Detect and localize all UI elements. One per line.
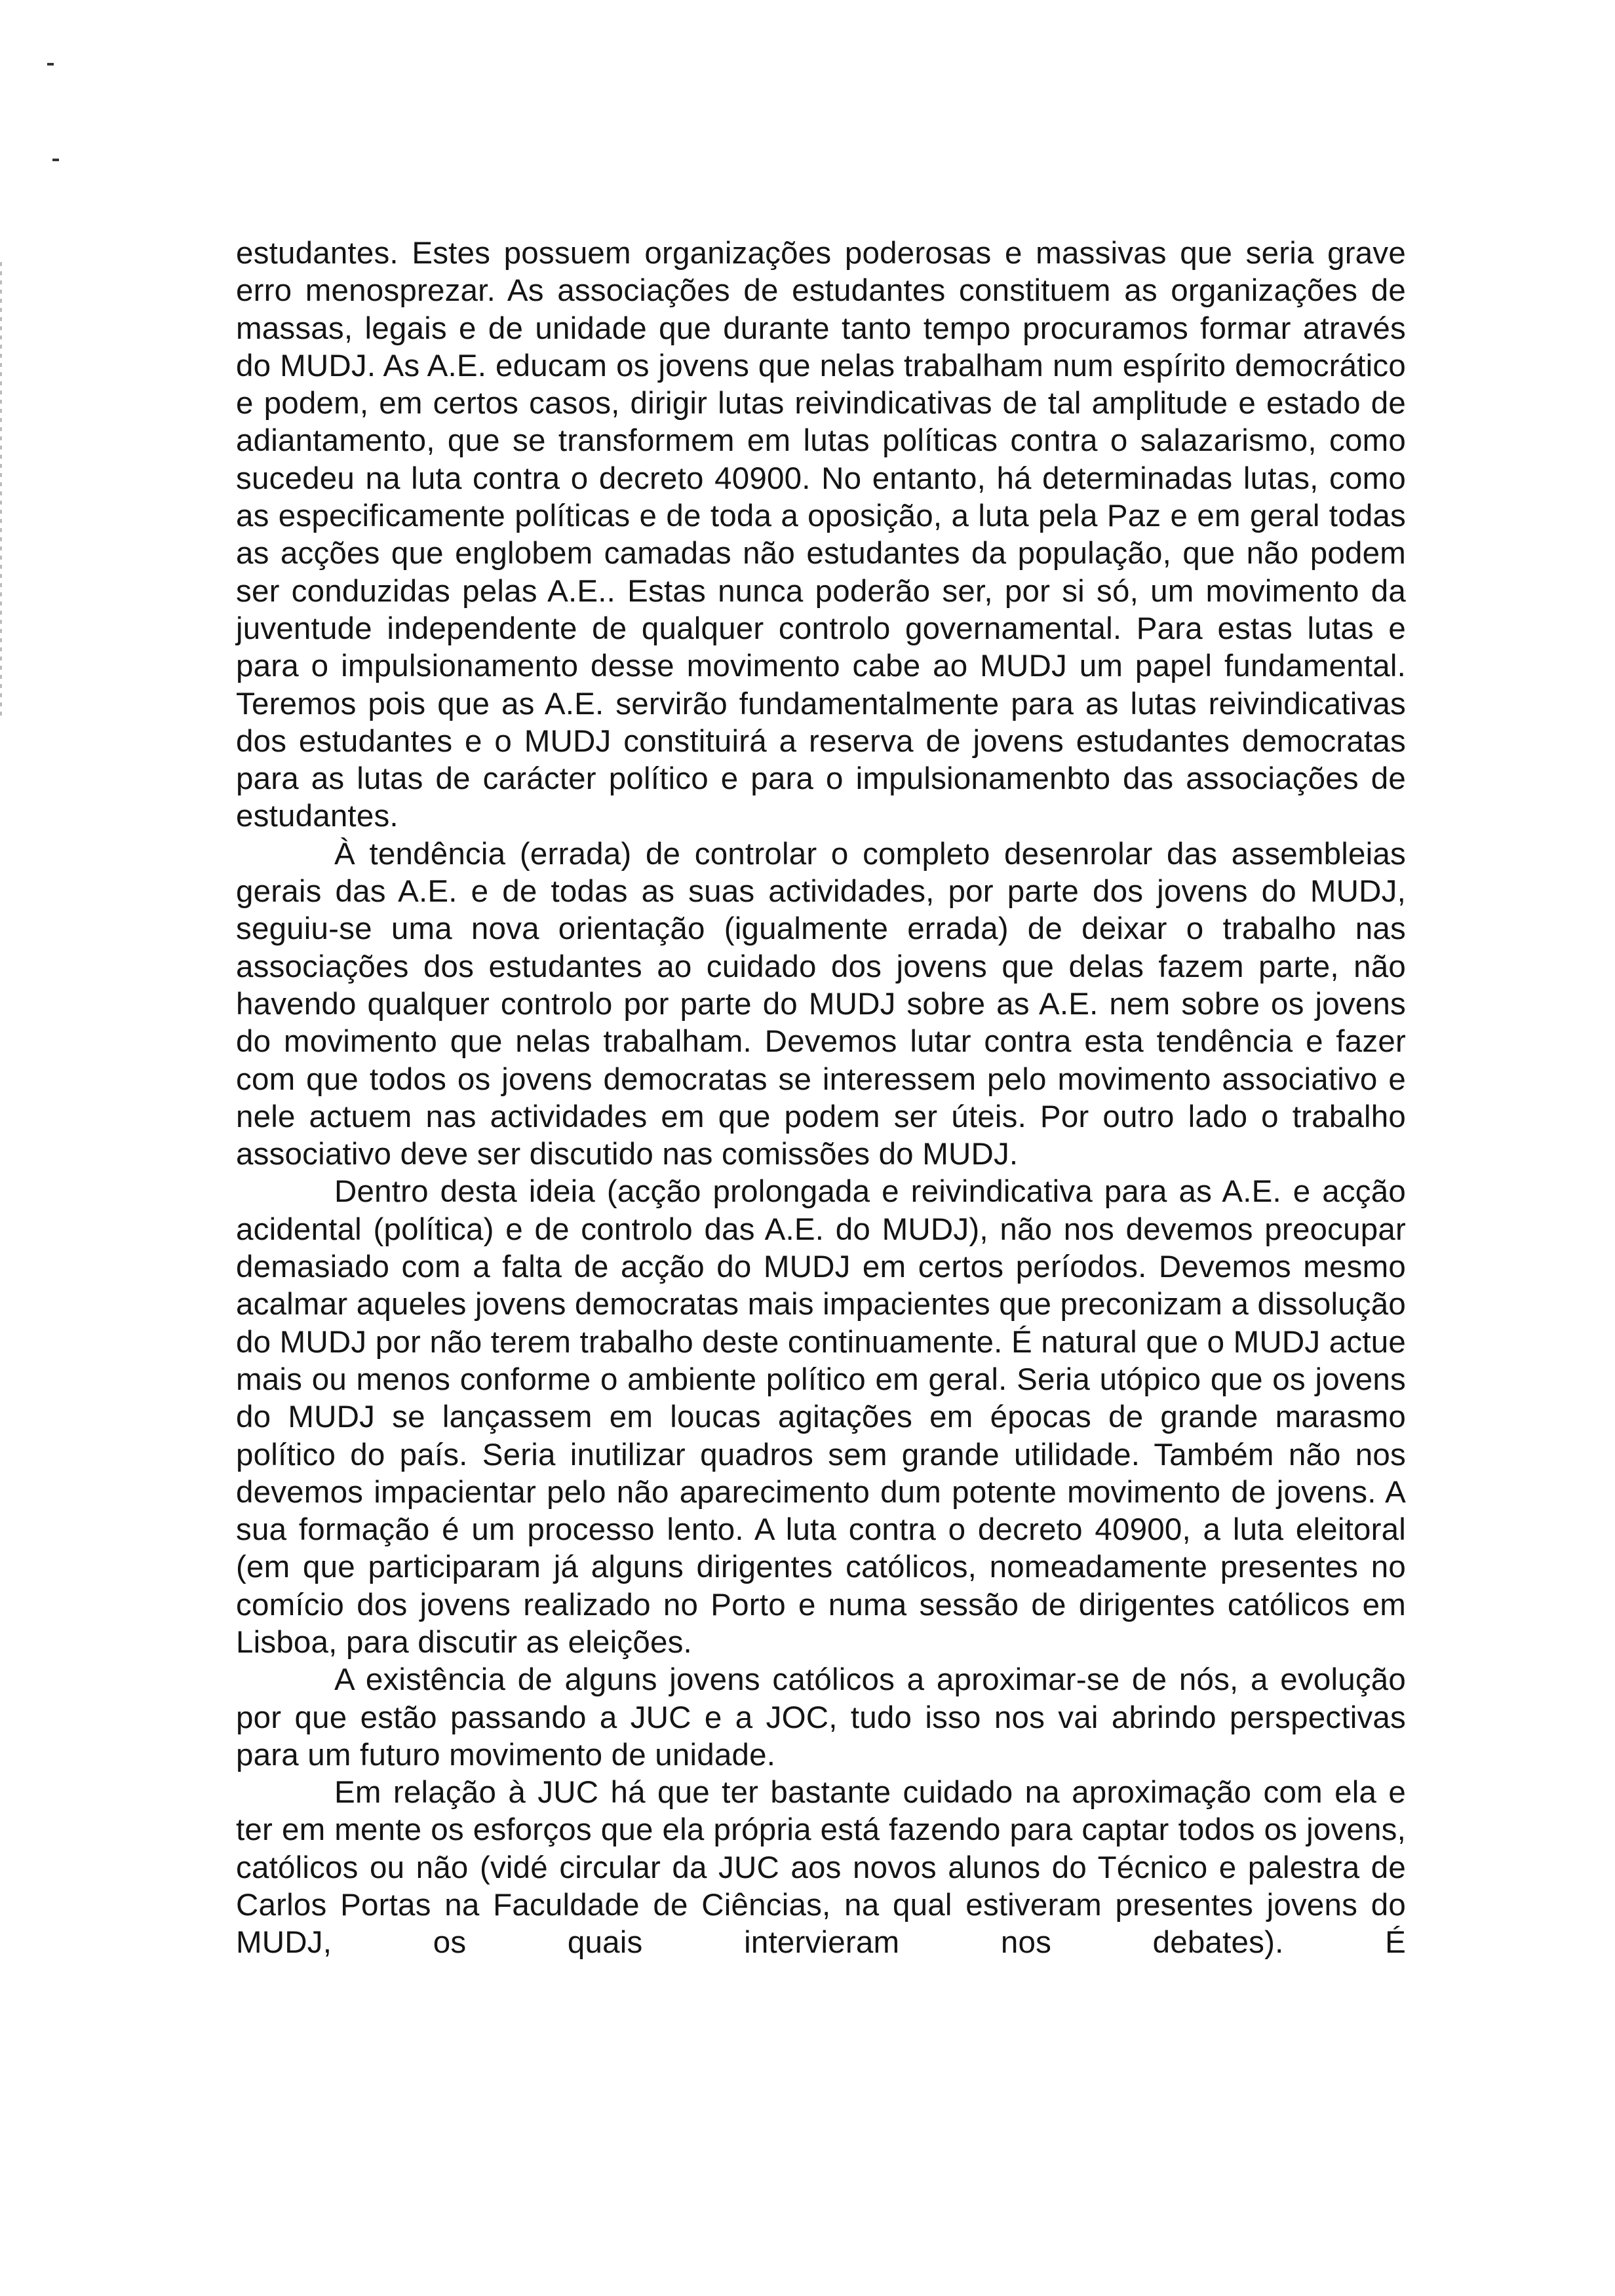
paragraph-5: Em relação à JUC há que ter bastante cuidado na aproximação com ela e ter em mente os esforços que ela própria está fazendo para captar todos os jovens, católicos ou não (vidé circular da JUC aos novos alunos do Técnico e palestra de Carlos Portas na Faculdade de Ciências, na qual estiveram presentes jovens do MUDJ, os quais intervieram nos debates). É: [236, 1775, 1406, 1961]
paragraph-3: Dentro desta ideia (acção prolongada e reivindicativa para as A.E. e acção acidental (política) e de controlo das A.E. do MUDJ), não nos devemos preocupar demasiado com a falta de acção do MUDJ em certos períodos. Devemos mesmo acalmar aqueles jovens democratas mais impacientes que preconizam a dissolução do MUDJ por não terem trabalho deste continuamente. É natural que o MUDJ actue mais ou menos conforme o ambiente político em geral. Seria utópico que os jovens do MUDJ se lançassem em loucas agitações em épocas de grande marasmo político do país. Seria inutilizar quadros sem grande utilidade. Também não nos devemos impacientar pelo não aparecimento dum potente movimento de jovens. A sua formação é um processo lento. A luta contra o decreto 40900, a luta eleitoral (em que participaram já alguns dirigentes católicos, nomeadamente presentes no comício dos jovens realizado no Porto e numa sessão de dirigentes católicos em Lisboa, para discutir as eleições.: [236, 1174, 1406, 1660]
scan-edge-artifact: [0, 262, 2, 721]
paragraph-4: A existência de alguns jovens católicos a aproximar-se de nós, a evolução por que estão passando a JUC e a JOC, tudo isso nos vai abrindo perspectivas para um futuro movimento de unidade.: [236, 1662, 1406, 1772]
paragraph-1: estudantes. Estes possuem organizações poderosas e massivas que seria grave erro menosprezar. As associações de estudantes constituem as organizações de massas, legais e de unidade que durante tanto tempo procuramos formar através do MUDJ. As A.E. educam os jovens que nelas trabalham num espírito democrático e podem, em certos casos, dirigir lutas reivindicativas de tal amplitude e estado de adiantamento, que se transformem em lutas políticas contra o salazarismo, como sucedeu na luta contra o decreto 40900. No entanto, há determinadas lutas, como as especificamente políticas e de toda a oposição, a luta pela Paz e em geral todas as acções que englobem camadas não estudantes da população, que não podem ser conduzidas pelas A.E.. Estas nunca poderão ser, por si só, um movimento da juventude independente de qualquer controlo governamental. Para estas lutas e para o impulsionamento desse movimento cabe ao MUDJ um papel fundamental. Teremos pois que as A.E. servirão fundamentalmente para as lutas reivindicativas dos estudantes e o MUDJ constituirá a reserva de jovens estudantes democratas para as lutas de carácter político e para o impulsionamenbto das associações de estudantes.: [236, 236, 1406, 834]
margin-mark-top: [47, 63, 54, 66]
document-body: [236, 235, 1406, 1962]
paragraph-2: À tendência (errada) de controlar o completo desenrolar das assembleias gerais das A.E. e de todas as suas actividades, por parte dos jovens do MUDJ, seguiu-se uma nova orientação (igualmente errada) de deixar o trabalho nas associações dos estudantes ao cuidado dos jovens que delas fazem parte, não havendo qualquer controlo por parte do MUDJ sobre as A.E. nem sobre os jovens do movimento que nelas trabalham. Devemos lutar contra esta tendência e fazer com que todos os jovens democratas se interessem pelo movimento associativo e nele actuem nas actividades em que podem ser úteis. Por outro lado o trabalho associativo deve ser discutido nas comissões do MUDJ.: [236, 836, 1406, 1172]
margin-mark-second: [52, 159, 59, 161]
